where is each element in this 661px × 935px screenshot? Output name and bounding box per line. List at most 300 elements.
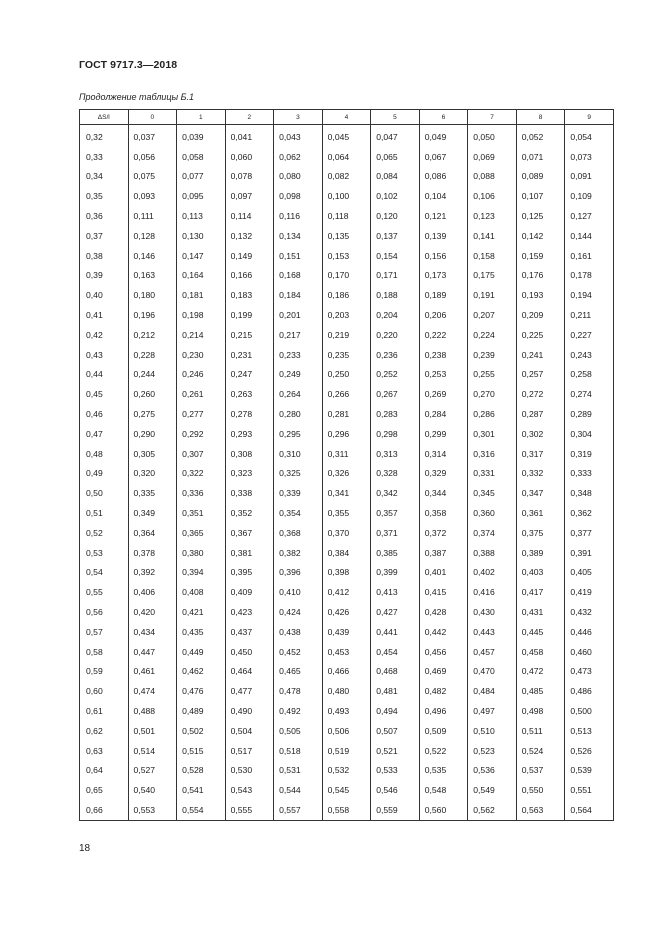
table-cell: 0,211 (565, 305, 614, 325)
table-cell: 0,219 (322, 325, 371, 345)
table-cell: 0,454 (371, 642, 420, 662)
table-cell: 0,501 (128, 721, 177, 741)
table-cell: 0,396 (274, 563, 323, 583)
table-cell: 0,319 (565, 444, 614, 464)
table-cell: 0,227 (565, 325, 614, 345)
table-cell: 0,311 (322, 444, 371, 464)
table-cell: 0,247 (225, 365, 274, 385)
table-cell: 0,377 (565, 523, 614, 543)
table-cell: 0,392 (128, 563, 177, 583)
table-cell: 0,331 (468, 464, 517, 484)
table-cell: 0,287 (516, 404, 565, 424)
table-cell: 0,286 (468, 404, 517, 424)
table-cell: 0,064 (322, 147, 371, 167)
table-cell: 0,536 (468, 761, 517, 781)
table-cell: 0,058 (177, 147, 226, 167)
table-cell: 0,156 (419, 246, 468, 266)
values-table (79, 109, 614, 821)
table-cell: 0,137 (371, 226, 420, 246)
table-cell: 0,277 (177, 404, 226, 424)
table-cell: 0,545 (322, 780, 371, 800)
row-label-cell: 0,64 (80, 761, 129, 781)
table-cell: 0,075 (128, 167, 177, 187)
table-cell: 0,417 (516, 582, 565, 602)
table-cell: 0,184 (274, 285, 323, 305)
table-cell: 0,347 (516, 483, 565, 503)
table-row (80, 365, 614, 385)
table-row (80, 543, 614, 563)
table-cell: 0,314 (419, 444, 468, 464)
column-header: 2 (225, 110, 274, 125)
table-cell: 0,130 (177, 226, 226, 246)
table-cell: 0,292 (177, 424, 226, 444)
table-cell: 0,194 (565, 285, 614, 305)
table-cell: 0,170 (322, 266, 371, 286)
table-cell: 0,533 (371, 761, 420, 781)
table-cell: 0,352 (225, 503, 274, 523)
table-cell: 0,554 (177, 800, 226, 820)
table-row (80, 701, 614, 721)
table-cell: 0,171 (371, 266, 420, 286)
table-cell: 0,084 (371, 167, 420, 187)
table-cell: 0,484 (468, 681, 517, 701)
table-cell: 0,486 (565, 681, 614, 701)
table-cell: 0,328 (371, 464, 420, 484)
row-label-cell: 0,54 (80, 563, 129, 583)
table-cell: 0,225 (516, 325, 565, 345)
row-label-cell: 0,47 (80, 424, 129, 444)
table-cell: 0,465 (274, 662, 323, 682)
table-cell: 0,549 (468, 780, 517, 800)
table-cell: 0,069 (468, 147, 517, 167)
table-cell: 0,049 (419, 125, 468, 147)
table-cell: 0,419 (565, 582, 614, 602)
table-cell: 0,511 (516, 721, 565, 741)
row-label-cell: 0,60 (80, 681, 129, 701)
table-cell: 0,308 (225, 444, 274, 464)
table-cell: 0,560 (419, 800, 468, 820)
table-cell: 0,464 (225, 662, 274, 682)
table-cell: 0,243 (565, 345, 614, 365)
table-cell: 0,307 (177, 444, 226, 464)
table-cell: 0,228 (128, 345, 177, 365)
column-header: 9 (565, 110, 614, 125)
table-cell: 0,093 (128, 186, 177, 206)
table-cell: 0,473 (565, 662, 614, 682)
table-cell: 0,494 (371, 701, 420, 721)
table-cell: 0,555 (225, 800, 274, 820)
table-cell: 0,098 (274, 186, 323, 206)
table-row (80, 780, 614, 800)
table-cell: 0,114 (225, 206, 274, 226)
row-label-cell: 0,58 (80, 642, 129, 662)
table-cell: 0,269 (419, 384, 468, 404)
table-cell: 0,339 (274, 483, 323, 503)
table-cell: 0,348 (565, 483, 614, 503)
table-cell: 0,557 (274, 800, 323, 820)
table-row (80, 523, 614, 543)
column-header: 1 (177, 110, 226, 125)
table-cell: 0,299 (419, 424, 468, 444)
table-cell: 0,147 (177, 246, 226, 266)
table-cell: 0,233 (274, 345, 323, 365)
table-row (80, 424, 614, 444)
table-cell: 0,507 (371, 721, 420, 741)
table-cell: 0,274 (565, 384, 614, 404)
table-cell: 0,151 (274, 246, 323, 266)
table-cell: 0,230 (177, 345, 226, 365)
table-cell: 0,111 (128, 206, 177, 226)
table-cell: 0,372 (419, 523, 468, 543)
table-cell: 0,401 (419, 563, 468, 583)
table-cell: 0,196 (128, 305, 177, 325)
table-cell: 0,524 (516, 741, 565, 761)
table-cell: 0,163 (128, 266, 177, 286)
table-cell: 0,158 (468, 246, 517, 266)
table-cell: 0,183 (225, 285, 274, 305)
table-cell: 0,065 (371, 147, 420, 167)
table-cell: 0,222 (419, 325, 468, 345)
table-cell: 0,050 (468, 125, 517, 147)
table-cell: 0,305 (128, 444, 177, 464)
column-header: ΔS/l (80, 110, 129, 125)
table-cell: 0,166 (225, 266, 274, 286)
table-cell: 0,344 (419, 483, 468, 503)
table-cell: 0,333 (565, 464, 614, 484)
table-cell: 0,313 (371, 444, 420, 464)
table-cell: 0,207 (468, 305, 517, 325)
table-cell: 0,142 (516, 226, 565, 246)
table-cell: 0,125 (516, 206, 565, 226)
table-cell: 0,453 (322, 642, 371, 662)
table-cell: 0,462 (177, 662, 226, 682)
table-cell: 0,270 (468, 384, 517, 404)
table-cell: 0,402 (468, 563, 517, 583)
table-cell: 0,095 (177, 186, 226, 206)
table-cell: 0,523 (468, 741, 517, 761)
table-cell: 0,387 (419, 543, 468, 563)
table-cell: 0,203 (322, 305, 371, 325)
table-cell: 0,135 (322, 226, 371, 246)
table-cell: 0,209 (516, 305, 565, 325)
table-cell: 0,091 (565, 167, 614, 187)
table-cell: 0,198 (177, 305, 226, 325)
table-cell: 0,238 (419, 345, 468, 365)
table-cell: 0,558 (322, 800, 371, 820)
table-cell: 0,505 (274, 721, 323, 741)
row-label-cell: 0,42 (80, 325, 129, 345)
row-label-cell: 0,41 (80, 305, 129, 325)
table-row (80, 681, 614, 701)
table-cell: 0,559 (371, 800, 420, 820)
table-cell: 0,357 (371, 503, 420, 523)
table-cell: 0,478 (274, 681, 323, 701)
table-cell: 0,502 (177, 721, 226, 741)
row-label-cell: 0,49 (80, 464, 129, 484)
table-cell: 0,460 (565, 642, 614, 662)
table-cell: 0,231 (225, 345, 274, 365)
table-row (80, 602, 614, 622)
table-cell: 0,236 (371, 345, 420, 365)
table-cell: 0,420 (128, 602, 177, 622)
row-label-cell: 0,51 (80, 503, 129, 523)
row-label-cell: 0,55 (80, 582, 129, 602)
table-cell: 0,086 (419, 167, 468, 187)
table-cell: 0,485 (516, 681, 565, 701)
table-cell: 0,332 (516, 464, 565, 484)
table-cell: 0,326 (322, 464, 371, 484)
table-cell: 0,246 (177, 365, 226, 385)
table-cell: 0,457 (468, 642, 517, 662)
table-row (80, 622, 614, 642)
table-cell: 0,201 (274, 305, 323, 325)
table-cell: 0,413 (371, 582, 420, 602)
table-cell: 0,039 (177, 125, 226, 147)
table-cell: 0,118 (322, 206, 371, 226)
table-cell: 0,220 (371, 325, 420, 345)
row-label-cell: 0,43 (80, 345, 129, 365)
table-row (80, 800, 614, 820)
table-cell: 0,127 (565, 206, 614, 226)
table-cell: 0,362 (565, 503, 614, 523)
table-cell: 0,415 (419, 582, 468, 602)
table-cell: 0,206 (419, 305, 468, 325)
table-cell: 0,438 (274, 622, 323, 642)
table-cell: 0,553 (128, 800, 177, 820)
table-cell: 0,139 (419, 226, 468, 246)
table-body (80, 125, 614, 821)
table-cell: 0,452 (274, 642, 323, 662)
table-cell: 0,280 (274, 404, 323, 424)
table-cell: 0,071 (516, 147, 565, 167)
table-row (80, 404, 614, 424)
table-cell: 0,364 (128, 523, 177, 543)
row-label-cell: 0,45 (80, 384, 129, 404)
table-cell: 0,398 (322, 563, 371, 583)
table-cell: 0,385 (371, 543, 420, 563)
row-label-cell: 0,40 (80, 285, 129, 305)
table-cell: 0,510 (468, 721, 517, 741)
table-cell: 0,361 (516, 503, 565, 523)
table-cell: 0,045 (322, 125, 371, 147)
table-cell: 0,062 (274, 147, 323, 167)
table-cell: 0,509 (419, 721, 468, 741)
table-cell: 0,261 (177, 384, 226, 404)
table-cell: 0,551 (565, 780, 614, 800)
table-cell: 0,161 (565, 246, 614, 266)
table-cell: 0,550 (516, 780, 565, 800)
table-cell: 0,054 (565, 125, 614, 147)
table-cell: 0,412 (322, 582, 371, 602)
table-cell: 0,442 (419, 622, 468, 642)
table-cell: 0,441 (371, 622, 420, 642)
table-cell: 0,367 (225, 523, 274, 543)
table-cell: 0,518 (274, 741, 323, 761)
table-cell: 0,281 (322, 404, 371, 424)
table-cell: 0,408 (177, 582, 226, 602)
row-label-cell: 0,37 (80, 226, 129, 246)
table-cell: 0,423 (225, 602, 274, 622)
table-cell: 0,186 (322, 285, 371, 305)
table-cell: 0,428 (419, 602, 468, 622)
table-cell: 0,159 (516, 246, 565, 266)
row-label-cell: 0,34 (80, 167, 129, 187)
table-cell: 0,371 (371, 523, 420, 543)
table-row (80, 642, 614, 662)
table-cell: 0,424 (274, 602, 323, 622)
table-cell: 0,539 (565, 761, 614, 781)
table-cell: 0,410 (274, 582, 323, 602)
table-cell: 0,060 (225, 147, 274, 167)
table-cell: 0,405 (565, 563, 614, 583)
table-cell: 0,325 (274, 464, 323, 484)
row-label-cell: 0,66 (80, 800, 129, 820)
table-cell: 0,349 (128, 503, 177, 523)
table-cell: 0,458 (516, 642, 565, 662)
table-cell: 0,144 (565, 226, 614, 246)
table-cell: 0,368 (274, 523, 323, 543)
table-cell: 0,043 (274, 125, 323, 147)
table-cell: 0,241 (516, 345, 565, 365)
table-cell: 0,496 (419, 701, 468, 721)
row-label-cell: 0,63 (80, 741, 129, 761)
table-cell: 0,329 (419, 464, 468, 484)
table-cell: 0,239 (468, 345, 517, 365)
table-cell: 0,255 (468, 365, 517, 385)
table-cell: 0,250 (322, 365, 371, 385)
table-row (80, 761, 614, 781)
table-cell: 0,224 (468, 325, 517, 345)
table-cell: 0,466 (322, 662, 371, 682)
table-cell: 0,301 (468, 424, 517, 444)
table-cell: 0,120 (371, 206, 420, 226)
table-cell: 0,461 (128, 662, 177, 682)
table-cell: 0,113 (177, 206, 226, 226)
table-cell: 0,490 (225, 701, 274, 721)
table-cell: 0,267 (371, 384, 420, 404)
table-cell: 0,107 (516, 186, 565, 206)
table-cell: 0,189 (419, 285, 468, 305)
table-cell: 0,320 (128, 464, 177, 484)
table-cell: 0,370 (322, 523, 371, 543)
table-cell: 0,447 (128, 642, 177, 662)
table-cell: 0,146 (128, 246, 177, 266)
table-row (80, 345, 614, 365)
table-cell: 0,450 (225, 642, 274, 662)
row-label-cell: 0,61 (80, 701, 129, 721)
table-cell: 0,416 (468, 582, 517, 602)
table-cell: 0,134 (274, 226, 323, 246)
table-cell: 0,488 (128, 701, 177, 721)
table-cell: 0,212 (128, 325, 177, 345)
table-cell: 0,252 (371, 365, 420, 385)
table-cell: 0,180 (128, 285, 177, 305)
row-label-cell: 0,65 (80, 780, 129, 800)
table-cell: 0,382 (274, 543, 323, 563)
table-cell: 0,378 (128, 543, 177, 563)
table-row (80, 206, 614, 226)
row-label-cell: 0,35 (80, 186, 129, 206)
table-cell: 0,173 (419, 266, 468, 286)
table-cell: 0,421 (177, 602, 226, 622)
row-label-cell: 0,53 (80, 543, 129, 563)
table-cell: 0,304 (565, 424, 614, 444)
table-cell: 0,358 (419, 503, 468, 523)
table-cell: 0,513 (565, 721, 614, 741)
table-cell: 0,336 (177, 483, 226, 503)
table-row (80, 226, 614, 246)
table-cell: 0,278 (225, 404, 274, 424)
table-cell: 0,514 (128, 741, 177, 761)
table-cell: 0,544 (274, 780, 323, 800)
table-cell: 0,530 (225, 761, 274, 781)
table-cell: 0,528 (177, 761, 226, 781)
table-cell: 0,537 (516, 761, 565, 781)
table-cell: 0,394 (177, 563, 226, 583)
table-cell: 0,109 (565, 186, 614, 206)
table-cell: 0,193 (516, 285, 565, 305)
table-cell: 0,493 (322, 701, 371, 721)
table-cell: 0,403 (516, 563, 565, 583)
document-title: ГОСТ 9717.3—2018 (79, 59, 178, 71)
column-header: 3 (274, 110, 323, 125)
row-label-cell: 0,39 (80, 266, 129, 286)
table-cell: 0,470 (468, 662, 517, 682)
table-cell: 0,546 (371, 780, 420, 800)
table-cell: 0,431 (516, 602, 565, 622)
table-cell: 0,375 (516, 523, 565, 543)
table-cell: 0,540 (128, 780, 177, 800)
table-cell: 0,164 (177, 266, 226, 286)
table-cell: 0,543 (225, 780, 274, 800)
table-cell: 0,562 (468, 800, 517, 820)
table-cell: 0,439 (322, 622, 371, 642)
row-label-cell: 0,52 (80, 523, 129, 543)
table-cell: 0,082 (322, 167, 371, 187)
table-cell: 0,290 (128, 424, 177, 444)
table-cell: 0,215 (225, 325, 274, 345)
table-cell: 0,121 (419, 206, 468, 226)
table-cell: 0,345 (468, 483, 517, 503)
table-cell: 0,384 (322, 543, 371, 563)
row-label-cell: 0,44 (80, 365, 129, 385)
table-cell: 0,497 (468, 701, 517, 721)
table-cell: 0,253 (419, 365, 468, 385)
table-row (80, 147, 614, 167)
table-cell: 0,073 (565, 147, 614, 167)
table-cell: 0,548 (419, 780, 468, 800)
table-cell: 0,249 (274, 365, 323, 385)
table-cell: 0,342 (371, 483, 420, 503)
table-cell: 0,426 (322, 602, 371, 622)
table-cell: 0,500 (565, 701, 614, 721)
table-row (80, 384, 614, 404)
table-cell: 0,380 (177, 543, 226, 563)
table-cell: 0,181 (177, 285, 226, 305)
table-cell: 0,489 (177, 701, 226, 721)
table-cell: 0,469 (419, 662, 468, 682)
column-header: 0 (128, 110, 177, 125)
table-cell: 0,188 (371, 285, 420, 305)
table-cell: 0,480 (322, 681, 371, 701)
table-cell: 0,168 (274, 266, 323, 286)
table-cell: 0,077 (177, 167, 226, 187)
table-cell: 0,264 (274, 384, 323, 404)
table-cell: 0,432 (565, 602, 614, 622)
table-cell: 0,354 (274, 503, 323, 523)
table-cell: 0,266 (322, 384, 371, 404)
table-cell: 0,468 (371, 662, 420, 682)
